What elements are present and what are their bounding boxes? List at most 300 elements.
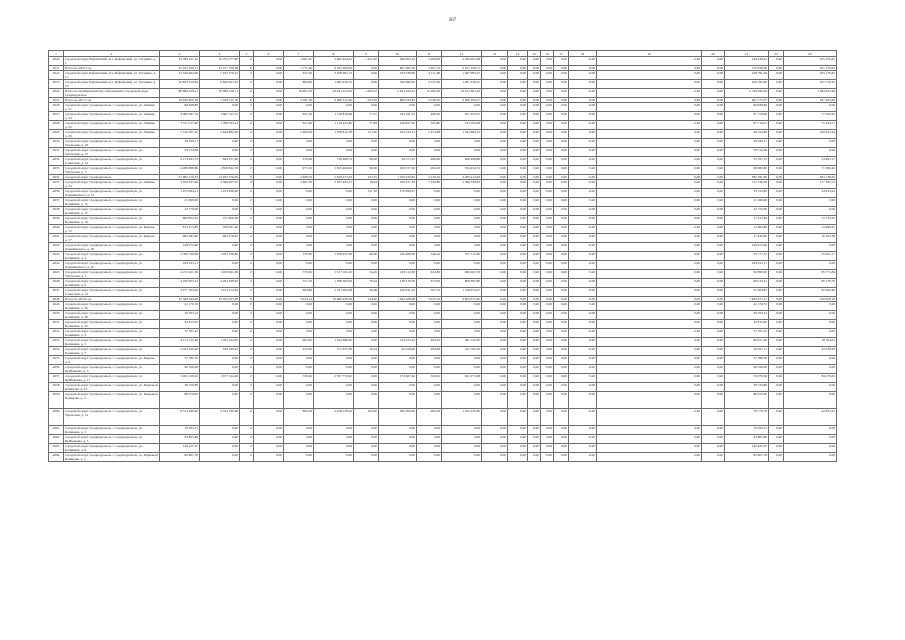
value-cell: 0,00	[254, 80, 284, 89]
value-cell: 0,00	[442, 435, 482, 444]
value-cell: 0,00	[769, 157, 784, 166]
value-cell: 0-00	[569, 103, 597, 112]
value-cell: 0,00	[254, 435, 284, 444]
value-cell: 0,00	[200, 243, 240, 252]
value-cell: 0,00	[254, 270, 284, 279]
value-cell: 0,00	[541, 374, 554, 383]
value-cell: 0,00	[508, 66, 528, 71]
value-cell: 971 453,01	[442, 112, 482, 121]
value-cell: 0,00	[597, 103, 702, 112]
value-cell: 0	[240, 130, 254, 139]
value-cell: 0,00	[284, 329, 314, 338]
row-number-cell: 2661	[49, 426, 64, 435]
value-cell: 0,00	[597, 57, 702, 66]
value-cell: 0,00	[354, 198, 379, 207]
value-cell: 2 591,30	[284, 98, 314, 103]
address-cell: городской округ Среднеуральск	[64, 175, 160, 180]
value-cell: 21 490,90	[725, 198, 769, 207]
value-cell: 146 451,97	[160, 444, 200, 453]
value-cell: 0,00	[702, 288, 725, 297]
value-cell: 11 882,80	[725, 225, 769, 234]
value-cell: 0,00	[442, 225, 482, 234]
value-cell: 0,00	[200, 435, 240, 444]
value-cell: 1 789 592,23	[200, 121, 240, 130]
value-cell: 0-00	[569, 338, 597, 347]
value-cell: 0	[240, 216, 254, 225]
value-cell: 0,00	[528, 311, 541, 320]
value-cell: 0,00	[784, 139, 837, 148]
value-cell: 1 771,46	[284, 66, 314, 71]
value-cell: 0,00	[541, 365, 554, 374]
value-cell: 0,00	[254, 148, 284, 157]
address-cell: городской округ Среднеуральск, г. Среднеуральск, ул. Калинина, д. 3	[64, 329, 160, 338]
value-cell: 0,00	[702, 71, 725, 80]
value-cell: 0,00	[528, 166, 541, 175]
value-cell: 806 934,84	[379, 98, 417, 103]
value-cell: 0,00	[508, 89, 528, 98]
value-cell: 0,00	[769, 66, 784, 71]
value-cell: 0,00	[284, 392, 314, 409]
value-cell: 0	[240, 207, 254, 216]
value-cell: 1 192 235,80	[442, 409, 482, 426]
table-row	[49, 279, 837, 288]
row-number-cell: 2657	[49, 374, 64, 383]
value-cell: 29 441 253,20	[314, 89, 354, 98]
value-cell: 0,00	[482, 356, 508, 365]
address-cell: городской округ Среднеуральск, г. Среднеуральск, ул. Калинина, д. 7	[64, 347, 160, 356]
value-cell: 84 179,65	[784, 374, 837, 383]
value-cell: 0-00	[569, 347, 597, 356]
value-cell: 0,00	[254, 189, 284, 198]
value-cell: 0	[240, 270, 254, 279]
address-cell: городской округ Среднеуральск, г. Среднеуральск, ул. Калинина, д. 5	[64, 252, 160, 261]
value-cell: 0,00	[702, 98, 725, 103]
value-cell: 0,00	[254, 243, 284, 252]
row-number-cell: 2654	[49, 347, 64, 356]
value-cell: 0	[240, 234, 254, 243]
value-cell: 80 176,70	[784, 279, 837, 288]
value-cell: 79 593,75	[725, 426, 769, 435]
value-cell: 0,00	[769, 71, 784, 80]
value-cell: 1 708 812,78	[314, 130, 354, 139]
value-cell: 0,00	[702, 180, 725, 189]
value-cell: 0,00	[508, 279, 528, 288]
value-cell: 0,00	[541, 180, 554, 189]
value-cell: 4 200 209,27	[442, 98, 482, 103]
table-row	[49, 311, 837, 320]
row-number-cell: 2640	[49, 225, 64, 234]
value-cell: 0,00	[597, 338, 702, 347]
value-cell: 99,00	[354, 157, 379, 166]
value-cell: 0	[240, 338, 254, 347]
value-cell: 0	[240, 302, 254, 311]
value-cell: 0,00	[354, 329, 379, 338]
value-cell: 0	[240, 409, 254, 426]
value-cell: 0,00	[784, 444, 837, 453]
value-cell: 0,00	[354, 356, 379, 365]
value-cell: 0	[240, 189, 254, 198]
value-cell: 12 935 376,09	[200, 175, 240, 180]
value-cell: 0,00	[541, 243, 554, 252]
value-cell: 809 852,24	[160, 216, 200, 225]
value-cell: 0,00	[442, 444, 482, 453]
value-cell: 0-00	[569, 225, 597, 234]
address-cell: городской округ Среднеуральск, г. Среднеуральск, ул. Кирова, д. 9	[64, 356, 160, 365]
value-cell: 0-00	[569, 198, 597, 207]
value-cell: 42 815,65	[725, 320, 769, 329]
value-cell: 0,00	[314, 383, 354, 392]
value-cell: 1 032 158,80	[200, 252, 240, 261]
value-cell: 170 958,66	[725, 66, 769, 71]
value-cell: 0,00	[769, 279, 784, 288]
value-cell: 0,00	[702, 89, 725, 98]
value-cell: 0,00	[528, 121, 541, 130]
value-cell: 0,00	[482, 243, 508, 252]
value-cell: 0,00	[284, 225, 314, 234]
value-cell: 0-00	[569, 302, 597, 311]
value-cell: 0,00	[417, 453, 442, 462]
value-cell: 0,00	[702, 80, 725, 89]
value-cell: 96 848,86	[160, 103, 200, 112]
value-cell: 0,00	[508, 347, 528, 356]
value-cell: 66,00	[354, 252, 379, 261]
value-cell: 1 484 825,96	[784, 89, 837, 98]
value-cell: 0,00	[702, 148, 725, 157]
value-cell: 0,00	[541, 453, 554, 462]
value-cell: 811 273,08	[442, 374, 482, 383]
table-row	[49, 189, 837, 198]
column-header: 15	[528, 51, 541, 57]
value-cell: 0,00	[528, 207, 541, 216]
column-header: 19	[597, 51, 702, 57]
value-cell: 42 855,61	[784, 409, 837, 426]
value-cell: 0,00	[482, 166, 508, 175]
address-cell: городской округ Среднеуральск, г. Среднеуральск, ул. Куйбышева, д. 3	[64, 365, 160, 374]
table-row	[49, 435, 837, 444]
address-cell: городской округ Среднеуральск, г. Среднеуральск, ул. Парковой Коммуны, д. 4	[65, 453, 158, 461]
value-cell: 0,00	[417, 139, 442, 148]
value-cell: 0,00	[354, 320, 379, 329]
value-cell: 79 593,75	[160, 426, 200, 435]
value-cell: 0,00	[482, 66, 508, 71]
value-cell: 3 538,20	[417, 98, 442, 103]
value-cell: 77,83	[354, 121, 379, 130]
value-cell: 0	[240, 453, 254, 462]
table-row	[49, 180, 837, 189]
value-cell: 0,00	[254, 98, 284, 103]
value-cell: 971,50	[284, 166, 314, 175]
value-cell: 0,00	[442, 426, 482, 435]
value-cell: 0-00	[569, 453, 597, 462]
value-cell: 0,00	[508, 383, 528, 392]
value-cell: 0-00	[569, 175, 597, 180]
value-cell: 0,00	[784, 320, 837, 329]
value-cell: 0,00	[528, 426, 541, 435]
value-cell: 661 095,56	[379, 66, 417, 71]
value-cell: 0,00	[254, 112, 284, 121]
value-cell: 0,00	[597, 234, 702, 243]
value-cell: 0,00	[314, 198, 354, 207]
value-cell: 735,90	[284, 270, 314, 279]
value-cell: 0,00	[528, 225, 541, 234]
table-row	[49, 347, 837, 356]
value-cell: 0,00	[541, 409, 554, 426]
value-cell: 815 473,85	[160, 225, 200, 234]
value-cell: 2 596 003,08	[442, 57, 482, 66]
value-cell: 0,00	[442, 311, 482, 320]
value-cell: 0,00	[508, 444, 528, 453]
value-cell: 0,00	[482, 148, 508, 157]
value-cell: 37 386,50	[160, 356, 200, 365]
value-cell: 0,00	[528, 80, 541, 89]
address-cell: городской округ Среднеуральск, г. Среднеуральск, ул. Ленина, д. 25	[64, 121, 160, 130]
value-cell: 1 160 030,82	[379, 175, 417, 180]
value-cell: 0,00	[442, 216, 482, 225]
value-cell: 0,00	[508, 243, 528, 252]
value-cell: 515 106,08	[442, 121, 482, 130]
value-cell: 0,00	[482, 157, 508, 166]
value-cell: 10 981,70	[284, 89, 314, 98]
value-cell: 59 514,38	[160, 148, 200, 157]
value-cell: 0-00	[569, 392, 597, 409]
value-cell: 0,00	[597, 365, 702, 374]
value-cell: 0,00	[528, 180, 541, 189]
value-cell: 0,00	[554, 288, 569, 297]
value-cell: 0-00	[569, 57, 597, 66]
value-cell: 0,00	[379, 365, 417, 374]
value-cell: 0,00	[597, 426, 702, 435]
value-cell: 0,00	[379, 243, 417, 252]
value-cell: 0,00	[314, 103, 354, 112]
value-cell: 0,00	[417, 329, 442, 338]
value-cell: 0,00	[379, 392, 417, 409]
address-cell: городской округ Среднеуральск, г. Среднеуральск, ул. Дзержинского, д. 12	[64, 189, 160, 198]
value-cell: 0,00	[769, 216, 784, 225]
value-cell: 0,00	[200, 302, 240, 311]
value-cell: 463,63	[417, 338, 442, 347]
value-cell: 0,00	[482, 329, 508, 338]
row-number-cell: 2635	[49, 180, 64, 189]
value-cell: 0,00	[284, 311, 314, 320]
table-row	[49, 198, 837, 207]
value-cell: 0,00	[528, 288, 541, 297]
table-row	[49, 216, 837, 225]
value-cell: 0,00	[554, 234, 569, 243]
value-cell: 41 176,72	[160, 302, 200, 311]
value-cell: 0,00	[784, 261, 837, 270]
value-cell: 19 617 661,43	[442, 89, 482, 98]
row-number-cell: 2663	[49, 444, 64, 453]
value-cell: 71 362,92	[784, 112, 837, 121]
value-cell: 0,00	[769, 180, 784, 189]
address-cell: городской округ Среднеуральск, г. Среднеуральск, ул. Ленина, д. 23	[64, 180, 160, 189]
value-cell: 0,00	[508, 409, 528, 426]
value-cell: 5 264 100,61	[379, 89, 417, 98]
value-cell: 0,00	[284, 103, 314, 112]
value-cell: 0,00	[254, 347, 284, 356]
value-cell: 0,00	[508, 329, 528, 338]
value-cell: 0-00	[569, 270, 597, 279]
value-cell: 0,00	[528, 103, 541, 112]
value-cell: 0,00	[482, 121, 508, 130]
value-cell: 377 113,66	[442, 252, 482, 261]
value-cell: 0-00	[569, 311, 597, 320]
value-cell: 993,00	[284, 338, 314, 347]
value-cell: 0	[240, 180, 254, 189]
value-cell: 0,00	[254, 121, 284, 130]
value-cell: 340 966,92	[379, 80, 417, 89]
row-number-cell: 2624	[49, 89, 64, 98]
value-cell: 0,00	[702, 409, 725, 426]
value-cell: 17 440,80	[725, 234, 769, 243]
value-cell: 0,00	[254, 166, 284, 175]
value-cell: 0,00	[784, 453, 837, 462]
value-cell: 0,00	[769, 57, 784, 66]
value-cell: 0,00	[597, 311, 702, 320]
address-cell: городской округ Среднеуральск, г. Среднеуральск, ул. Ленина, д. 26	[64, 130, 160, 139]
value-cell: 0	[240, 311, 254, 320]
value-cell: 11 000,36	[417, 89, 442, 98]
value-cell: 351 179,03	[784, 66, 837, 71]
address-cell: городской округ Среднеуральск, г. Среднеуральск, ул. Калинина, д. 17	[64, 207, 160, 216]
value-cell: 0,00	[597, 383, 702, 392]
value-cell: 10 852 219,64	[160, 80, 200, 89]
value-cell: 41 176,72	[725, 302, 769, 311]
value-cell: 0,00	[528, 320, 541, 329]
value-cell: 0,00	[554, 198, 569, 207]
value-cell: 0,00	[541, 71, 554, 80]
row-number-cell: 2620	[49, 57, 64, 66]
value-cell: 34 814,24	[784, 189, 837, 198]
value-cell: 0,00	[769, 103, 784, 112]
value-cell: 0,00	[554, 261, 569, 270]
row-number-cell: 2632	[49, 157, 64, 166]
row-number-cell: 2629	[49, 130, 64, 139]
value-cell: 0,00	[597, 288, 702, 297]
value-cell: 0,00	[597, 98, 702, 103]
value-cell: 501,53	[417, 288, 442, 297]
value-cell: 32 566 944,62	[160, 297, 200, 302]
column-header: 11	[417, 51, 442, 57]
row-number-cell: 2655	[49, 356, 64, 365]
value-cell: 0,00	[528, 356, 541, 365]
address-cell: городской округ Среднеуральск, г. Среднеуральск, ул. Уральская, д. 21	[64, 409, 160, 426]
row-number-cell: 2621	[49, 66, 64, 71]
row-number-cell: 2639	[49, 216, 64, 225]
value-cell: 0,00	[508, 180, 528, 189]
value-cell: 0,00	[554, 329, 569, 338]
table-row	[49, 80, 837, 89]
value-cell: 0,00	[417, 320, 442, 329]
address-cell: городской округ Среднеуральск, г. Среднеуральск, ул. Калинина, д. 8	[64, 444, 160, 453]
value-cell: 149 972,60	[725, 243, 769, 252]
table-row	[49, 166, 837, 175]
value-cell: 19,94	[354, 180, 379, 189]
value-cell: 6 940 927,42	[200, 80, 240, 89]
value-cell: 736 408,74	[314, 157, 354, 166]
value-cell: 162 234,12	[379, 130, 417, 139]
value-cell: 0,00	[541, 435, 554, 444]
value-cell: 0,00	[597, 157, 702, 166]
value-cell: 0,00	[417, 392, 442, 409]
value-cell: 0,00	[482, 374, 508, 383]
value-cell: 0,00	[528, 329, 541, 338]
value-cell: 62 262,46	[784, 288, 837, 297]
value-cell: 0,00	[254, 71, 284, 80]
value-cell: 0,00	[482, 297, 508, 302]
value-cell: 0,00	[354, 225, 379, 234]
row-number-cell: 2656	[49, 365, 64, 374]
value-cell: 0,00	[769, 234, 784, 243]
column-header: 20	[702, 51, 725, 57]
value-cell: 0,00	[417, 198, 442, 207]
value-cell: 0,00	[528, 435, 541, 444]
value-cell: 0,00	[379, 426, 417, 435]
row-number-cell: 2660	[49, 409, 64, 426]
value-cell: 0,00	[528, 98, 541, 103]
value-cell: 0,00	[597, 261, 702, 270]
value-cell: 0,00	[482, 130, 508, 139]
value-cell: 169 327,59	[379, 180, 417, 189]
value-cell: 0,00	[528, 279, 541, 288]
value-cell: 486,90	[417, 157, 442, 166]
address-cell: городской округ Среднеуральск, г. Среднеуральск, ул. Калинина, д. 26	[64, 302, 160, 311]
value-cell: 0,00	[482, 302, 508, 311]
value-cell: 1 221,02	[354, 57, 379, 66]
value-cell: 468,56	[417, 112, 442, 121]
value-cell: 1 093,52	[354, 89, 379, 98]
table-row	[49, 270, 837, 279]
value-cell: 0,00	[442, 207, 482, 216]
table-row	[49, 243, 837, 252]
value-cell: 0,00	[702, 103, 725, 112]
value-cell: 0,00	[541, 320, 554, 329]
column-header: 22	[769, 51, 784, 57]
value-cell: 0,00	[417, 365, 442, 374]
value-cell: 0,00	[508, 216, 528, 225]
value-cell: 0,00	[554, 175, 569, 180]
value-cell: 0,00	[528, 409, 541, 426]
value-cell: 406 948,89	[442, 157, 482, 166]
value-cell: 0,00	[528, 243, 541, 252]
value-cell: 0,00	[541, 444, 554, 453]
value-cell: 0,00	[254, 216, 284, 225]
value-cell: 0,00	[508, 189, 528, 198]
value-cell: 0,00	[597, 207, 702, 216]
value-cell: 0,00	[354, 435, 379, 444]
value-cell: 0,00	[702, 57, 725, 66]
table-row	[49, 320, 837, 329]
table-row	[49, 374, 837, 383]
value-cell: 0,00	[528, 139, 541, 148]
value-cell: 0,00	[442, 139, 482, 148]
value-cell: 10 791 077,98	[200, 57, 240, 66]
value-cell: 1 913 512,84	[200, 288, 240, 297]
row-number-cell: 2637	[49, 198, 64, 207]
value-cell: 0,00	[528, 347, 541, 356]
value-cell: 0	[240, 112, 254, 121]
value-cell: 0-00	[569, 139, 597, 148]
table-row	[49, 89, 837, 98]
value-cell: 128 318,30	[379, 279, 417, 288]
value-cell: 0,00	[541, 112, 554, 121]
column-header: 9	[354, 51, 379, 57]
value-cell: 117 392,53	[784, 180, 837, 189]
row-number-cell: 2646	[49, 279, 64, 288]
value-cell: 0,00	[554, 207, 569, 216]
value-cell: 0,00	[784, 356, 837, 365]
row-number-cell: 2644	[49, 261, 64, 270]
